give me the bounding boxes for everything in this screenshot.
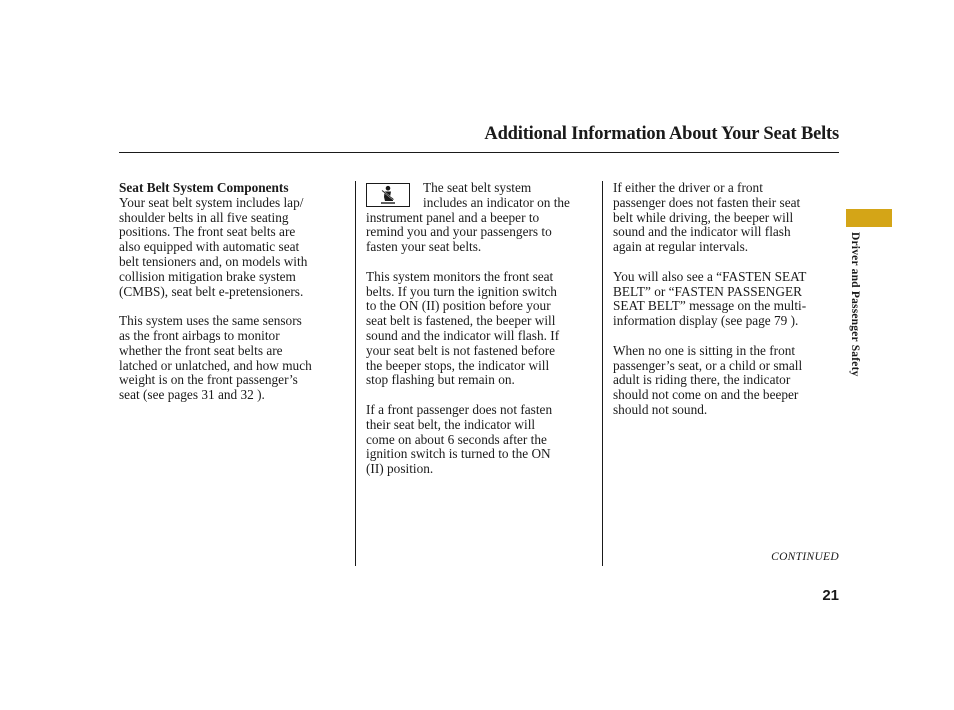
- page-title: Additional Information About Your Seat Belts: [484, 124, 839, 144]
- page-number: 21: [822, 587, 839, 604]
- column-divider-2: [602, 181, 603, 566]
- paragraph-sensors: This system uses the same sensors as the front airbags to monitor whether the front seat belts are latched or unlatched, and how much weight is on the front passenger’s seat (see pages 31 and 32 ).: [119, 313, 312, 403]
- paragraph-passenger: If a front passenger does not fasten their seat belt, the indicator will come on about 6 seconds after the ignition switch is turned to the ON (II) position.: [366, 401, 553, 477]
- section-heading: Seat Belt System Components: [119, 180, 289, 195]
- column-divider-1: [355, 181, 356, 566]
- section-side-label: Driver and Passenger Safety: [849, 232, 861, 377]
- continued-label: CONTINUED: [771, 551, 839, 563]
- paragraph-monitor: This system monitors the front seat belts. If you turn the ignition switch to the ON (II) position before your seat belt is fastened, the beeper will sound and the indicator will flash. If your seat belt is not fastened before the beeper stops, the indicator will stop flashing but remain on.: [366, 268, 560, 388]
- paragraph-message: You will also see a “FASTEN SEAT BELT” or “FASTEN PASSENGER SEAT BELT” message on the multi- information display (see page 79 ).: [613, 268, 807, 329]
- paragraph-components: Seat Belt System Components Your seat belt system includes lap/ shoulder belts in all five seating positions. The front seat belts are also equipped with automatic seat belt tensioners and, on models with collision mitigation brake system (CMBS), seat belt e-pretensioners.: [119, 181, 345, 299]
- column-1: [119, 181, 345, 418]
- column-3: [613, 181, 839, 433]
- paragraph-empty-seat: When no one is sitting in the front passenger’s seat, or a child or small adult is riding there, the indicator should not come on and the beeper should not sound.: [613, 342, 803, 417]
- column-2: [366, 181, 592, 492]
- header-rule: [119, 152, 839, 153]
- seat-belt-reminder-icon: [366, 183, 410, 207]
- section-tab: [846, 209, 892, 227]
- paragraph-driving: If either the driver or a front passenger does not fasten their seat belt while driving, the beeper will sound and the indicator will flash again at regular intervals.: [613, 180, 801, 255]
- paragraph-indicator: The seat belt system includes an indicator on the instrument panel and a beeper to remind you and your passengers to fasten your seat belts.: [366, 180, 570, 255]
